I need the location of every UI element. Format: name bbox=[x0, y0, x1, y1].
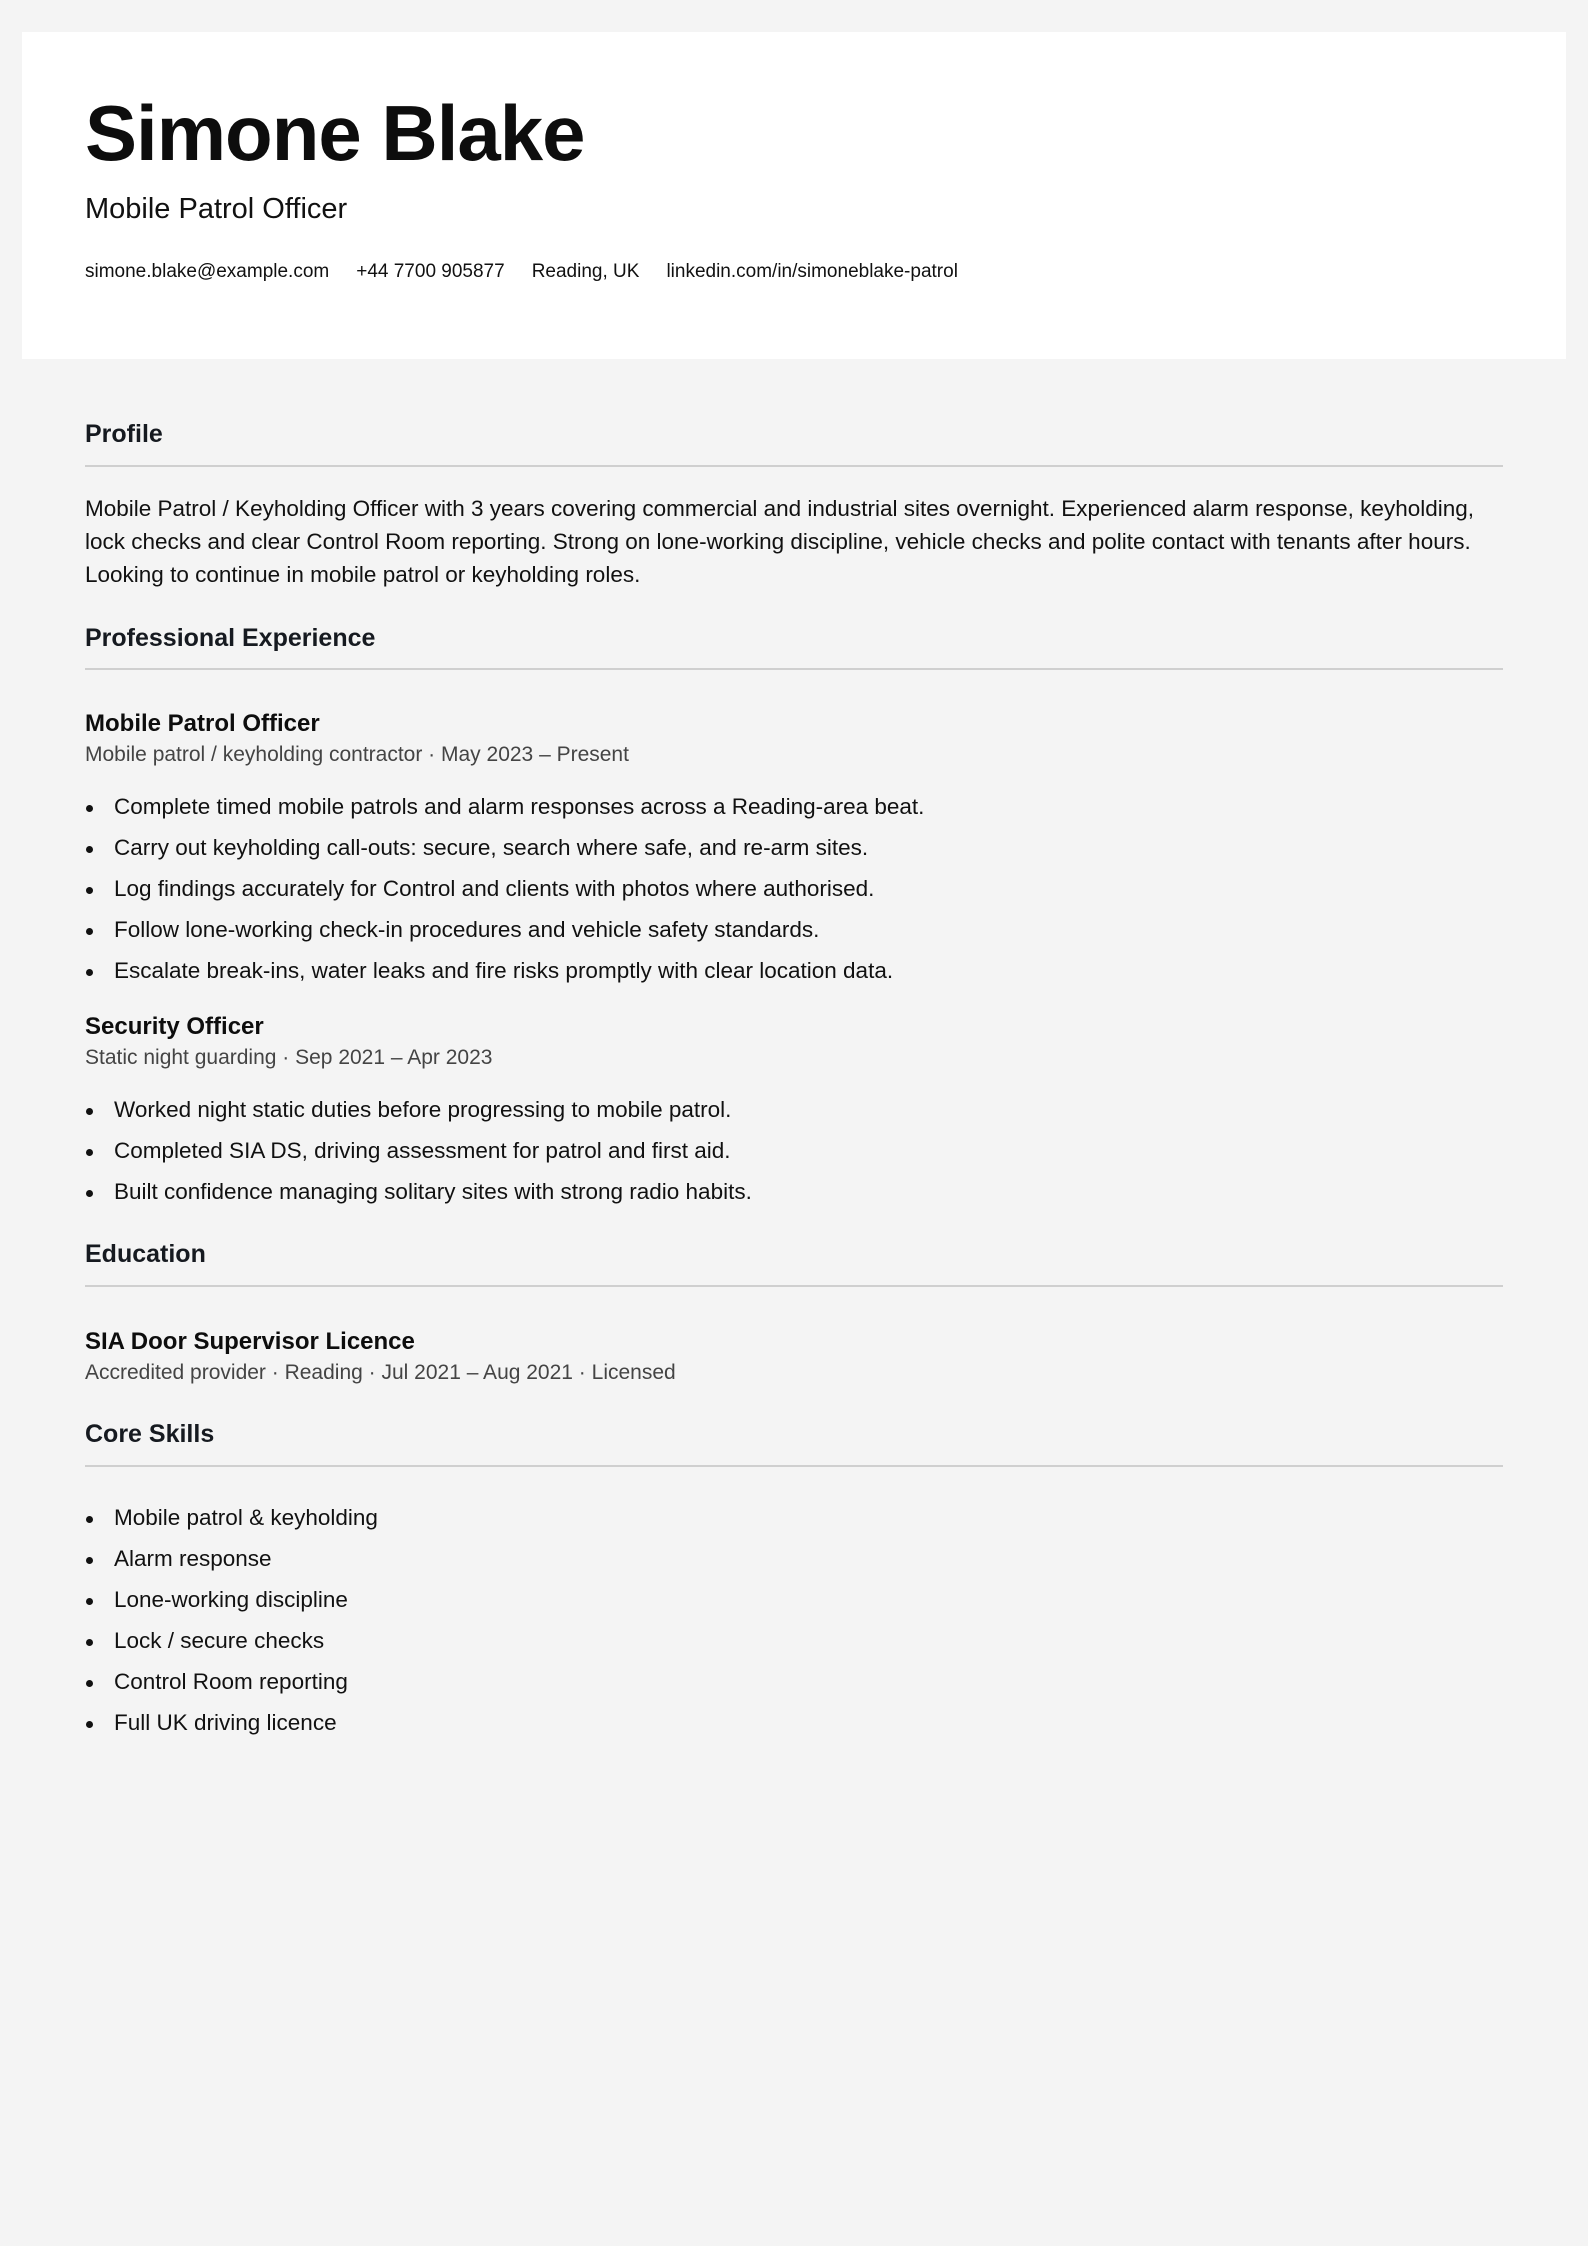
list-item: Follow lone-working check-in procedures and vehicle safety standards. bbox=[85, 915, 924, 956]
job-duties-list bbox=[85, 1095, 752, 1218]
resume-header bbox=[22, 32, 1566, 359]
contact-phone: +44 7700 905877 bbox=[356, 261, 505, 282]
job-meta: Static night guarding · Sep 2021 – Apr 2023 bbox=[85, 1046, 493, 1069]
section-title-skills: Core Skills bbox=[85, 1420, 215, 1448]
list-item: Lock / secure checks bbox=[85, 1626, 378, 1667]
section-title-profile: Profile bbox=[85, 420, 163, 448]
job-title: Mobile Patrol Officer bbox=[85, 710, 320, 737]
candidate-role: Mobile Patrol Officer bbox=[85, 193, 348, 225]
section-divider bbox=[85, 465, 1503, 467]
contact-list bbox=[85, 262, 958, 281]
list-item: Mobile patrol & keyholding bbox=[85, 1503, 378, 1544]
education-title: SIA Door Supervisor Licence bbox=[85, 1328, 415, 1355]
list-item: Built confidence managing solitary sites with strong radio habits. bbox=[85, 1177, 752, 1218]
job-meta: Mobile patrol / keyholding contractor · May 2023 – Present bbox=[85, 743, 629, 766]
list-item: Full UK driving licence bbox=[85, 1708, 378, 1749]
contact-location: Reading, UK bbox=[531, 261, 640, 282]
section-divider bbox=[85, 1285, 1503, 1287]
job-title: Security Officer bbox=[85, 1013, 264, 1040]
contact-linkedin: linkedin.com/in/simoneblake-patrol bbox=[666, 261, 958, 282]
list-item: Lone-working discipline bbox=[85, 1585, 378, 1626]
list-item: Control Room reporting bbox=[85, 1667, 378, 1708]
section-divider bbox=[85, 1465, 1503, 1467]
list-item: Escalate break-ins, water leaks and fire risks promptly with clear location data. bbox=[85, 956, 924, 997]
list-item: Worked night static duties before progressing to mobile patrol. bbox=[85, 1095, 752, 1136]
list-item: Completed SIA DS, driving assessment for patrol and first aid. bbox=[85, 1136, 752, 1177]
candidate-name: Simone Blake bbox=[85, 89, 585, 177]
section-title-experience: Professional Experience bbox=[85, 624, 376, 652]
list-item: Log findings accurately for Control and clients with photos where authorised. bbox=[85, 874, 924, 915]
profile-summary: Mobile Patrol / Keyholding Officer with 3 years covering commercial and industrial sites overnight. Experienced alarm response, keyholding, lock checks and clear Control Room reporting. Strong on lone-working discipline, vehicle checks and polite contact with tenants after hours. Looking to continue in mobile patrol or keyholding roles. bbox=[85, 496, 1475, 587]
section-divider bbox=[85, 668, 1503, 670]
section-title-education: Education bbox=[85, 1240, 206, 1268]
list-item: Alarm response bbox=[85, 1544, 378, 1585]
contact-email: simone.blake@example.com bbox=[85, 261, 330, 282]
list-item: Carry out keyholding call-outs: secure, search where safe, and re-arm sites. bbox=[85, 833, 924, 874]
list-item: Complete timed mobile patrols and alarm responses across a Reading-area beat. bbox=[85, 792, 924, 833]
skills-list bbox=[85, 1503, 378, 1749]
job-duties-list bbox=[85, 792, 924, 997]
education-meta: Accredited provider · Reading · Jul 2021 – Aug 2021 · Licensed bbox=[85, 1361, 676, 1384]
